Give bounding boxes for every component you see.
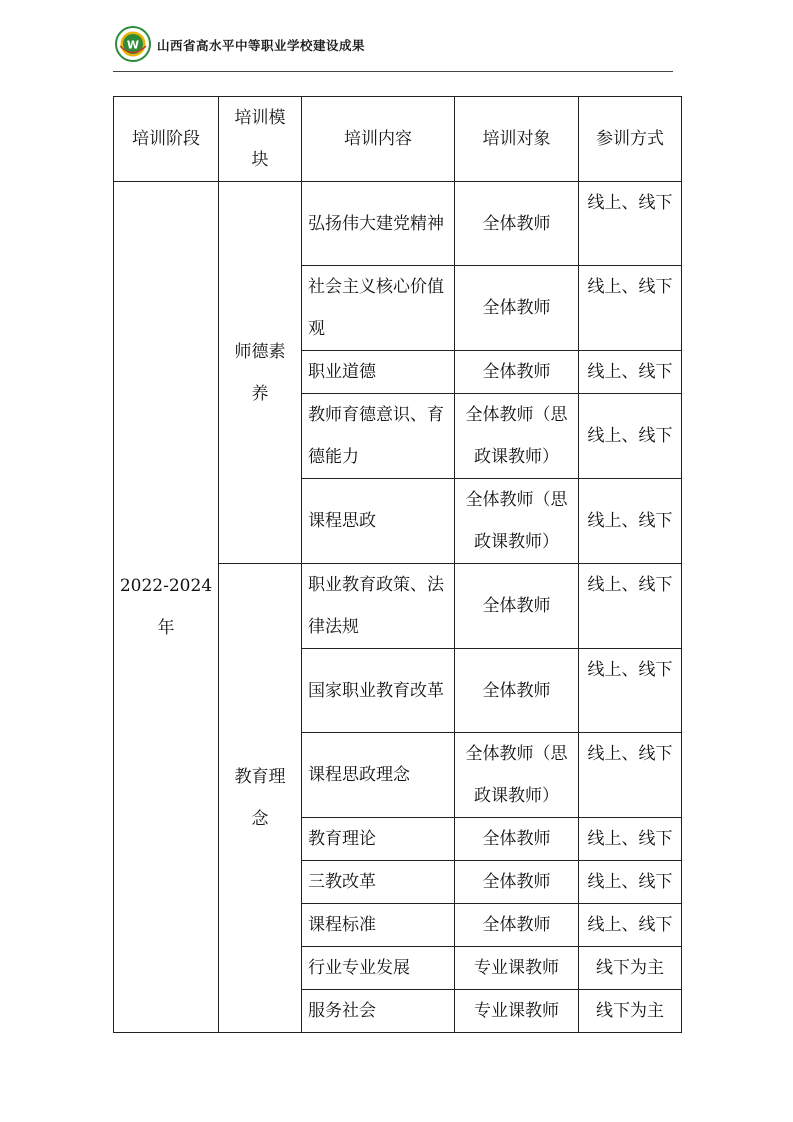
- content-cell: 行业专业发展: [302, 947, 455, 990]
- mode-cell: 线上、线下: [579, 564, 682, 649]
- content-cell: 课程标准: [302, 904, 455, 947]
- content-cell: 三教改革: [302, 861, 455, 904]
- content-cell: 弘扬伟大建党精神: [302, 182, 455, 266]
- training-table: [113, 96, 682, 1033]
- content-cell: 职业教育政策、法律法规: [302, 564, 455, 649]
- target-cell: 全体教师: [455, 351, 579, 394]
- table-header-row: [114, 97, 682, 182]
- content-cell: 教育理论: [302, 818, 455, 861]
- mode-cell: 线上、线下: [579, 182, 682, 266]
- mode-cell: 线上、线下: [579, 266, 682, 351]
- mode-cell: 线上、线下: [579, 904, 682, 947]
- content-cell: 服务社会: [302, 990, 455, 1033]
- header-stage: 培训阶段: [114, 97, 219, 182]
- target-cell: 全体教师: [455, 564, 579, 649]
- mode-cell: 线下为主: [579, 947, 682, 990]
- mode-cell: 线上、线下: [579, 818, 682, 861]
- header-mode: 参训方式: [579, 97, 682, 182]
- logo-letter: W: [126, 38, 140, 52]
- header-divider: [113, 71, 673, 72]
- header-target: 培训对象: [455, 97, 579, 182]
- content-cell: 课程思政: [302, 479, 455, 564]
- mode-cell: 线上、线下: [579, 649, 682, 733]
- school-emblem-icon: [115, 26, 151, 62]
- content-cell: 职业道德: [302, 351, 455, 394]
- target-cell: 全体教师（思政课教师）: [455, 733, 579, 818]
- content-cell: 教师育德意识、育德能力: [302, 394, 455, 479]
- target-cell: 全体教师（思政课教师）: [455, 479, 579, 564]
- mode-cell: 线上、线下: [579, 479, 682, 564]
- target-cell: 全体教师（思政课教师）: [455, 394, 579, 479]
- module-name-2: 教育理念: [219, 564, 302, 1033]
- header-title: 山西省高水平中等职业学校建设成果: [157, 38, 366, 53]
- target-cell: 专业课教师: [455, 947, 579, 990]
- header-module: 培训模块: [219, 97, 302, 182]
- target-cell: 全体教师: [455, 904, 579, 947]
- target-cell: 全体教师: [455, 182, 579, 266]
- mode-cell: 线下为主: [579, 990, 682, 1033]
- table-row: [114, 182, 682, 266]
- content-cell: 课程思政理念: [302, 733, 455, 818]
- target-cell: 全体教师: [455, 649, 579, 733]
- target-cell: 全体教师: [455, 861, 579, 904]
- target-cell: 专业课教师: [455, 990, 579, 1033]
- content-cell: 国家职业教育改革: [302, 649, 455, 733]
- mode-cell: 线上、线下: [579, 351, 682, 394]
- stage-cell: 2022-2024年: [114, 182, 219, 1033]
- module-name-1: 师德素养: [219, 182, 302, 564]
- content-cell: 社会主义核心价值观: [302, 266, 455, 351]
- target-cell: 全体教师: [455, 266, 579, 351]
- header-content: 培训内容: [302, 97, 455, 182]
- target-cell: 全体教师: [455, 818, 579, 861]
- mode-cell: 线上、线下: [579, 733, 682, 818]
- mode-cell: 线上、线下: [579, 394, 682, 479]
- mode-cell: 线上、线下: [579, 861, 682, 904]
- page-header: [113, 26, 673, 74]
